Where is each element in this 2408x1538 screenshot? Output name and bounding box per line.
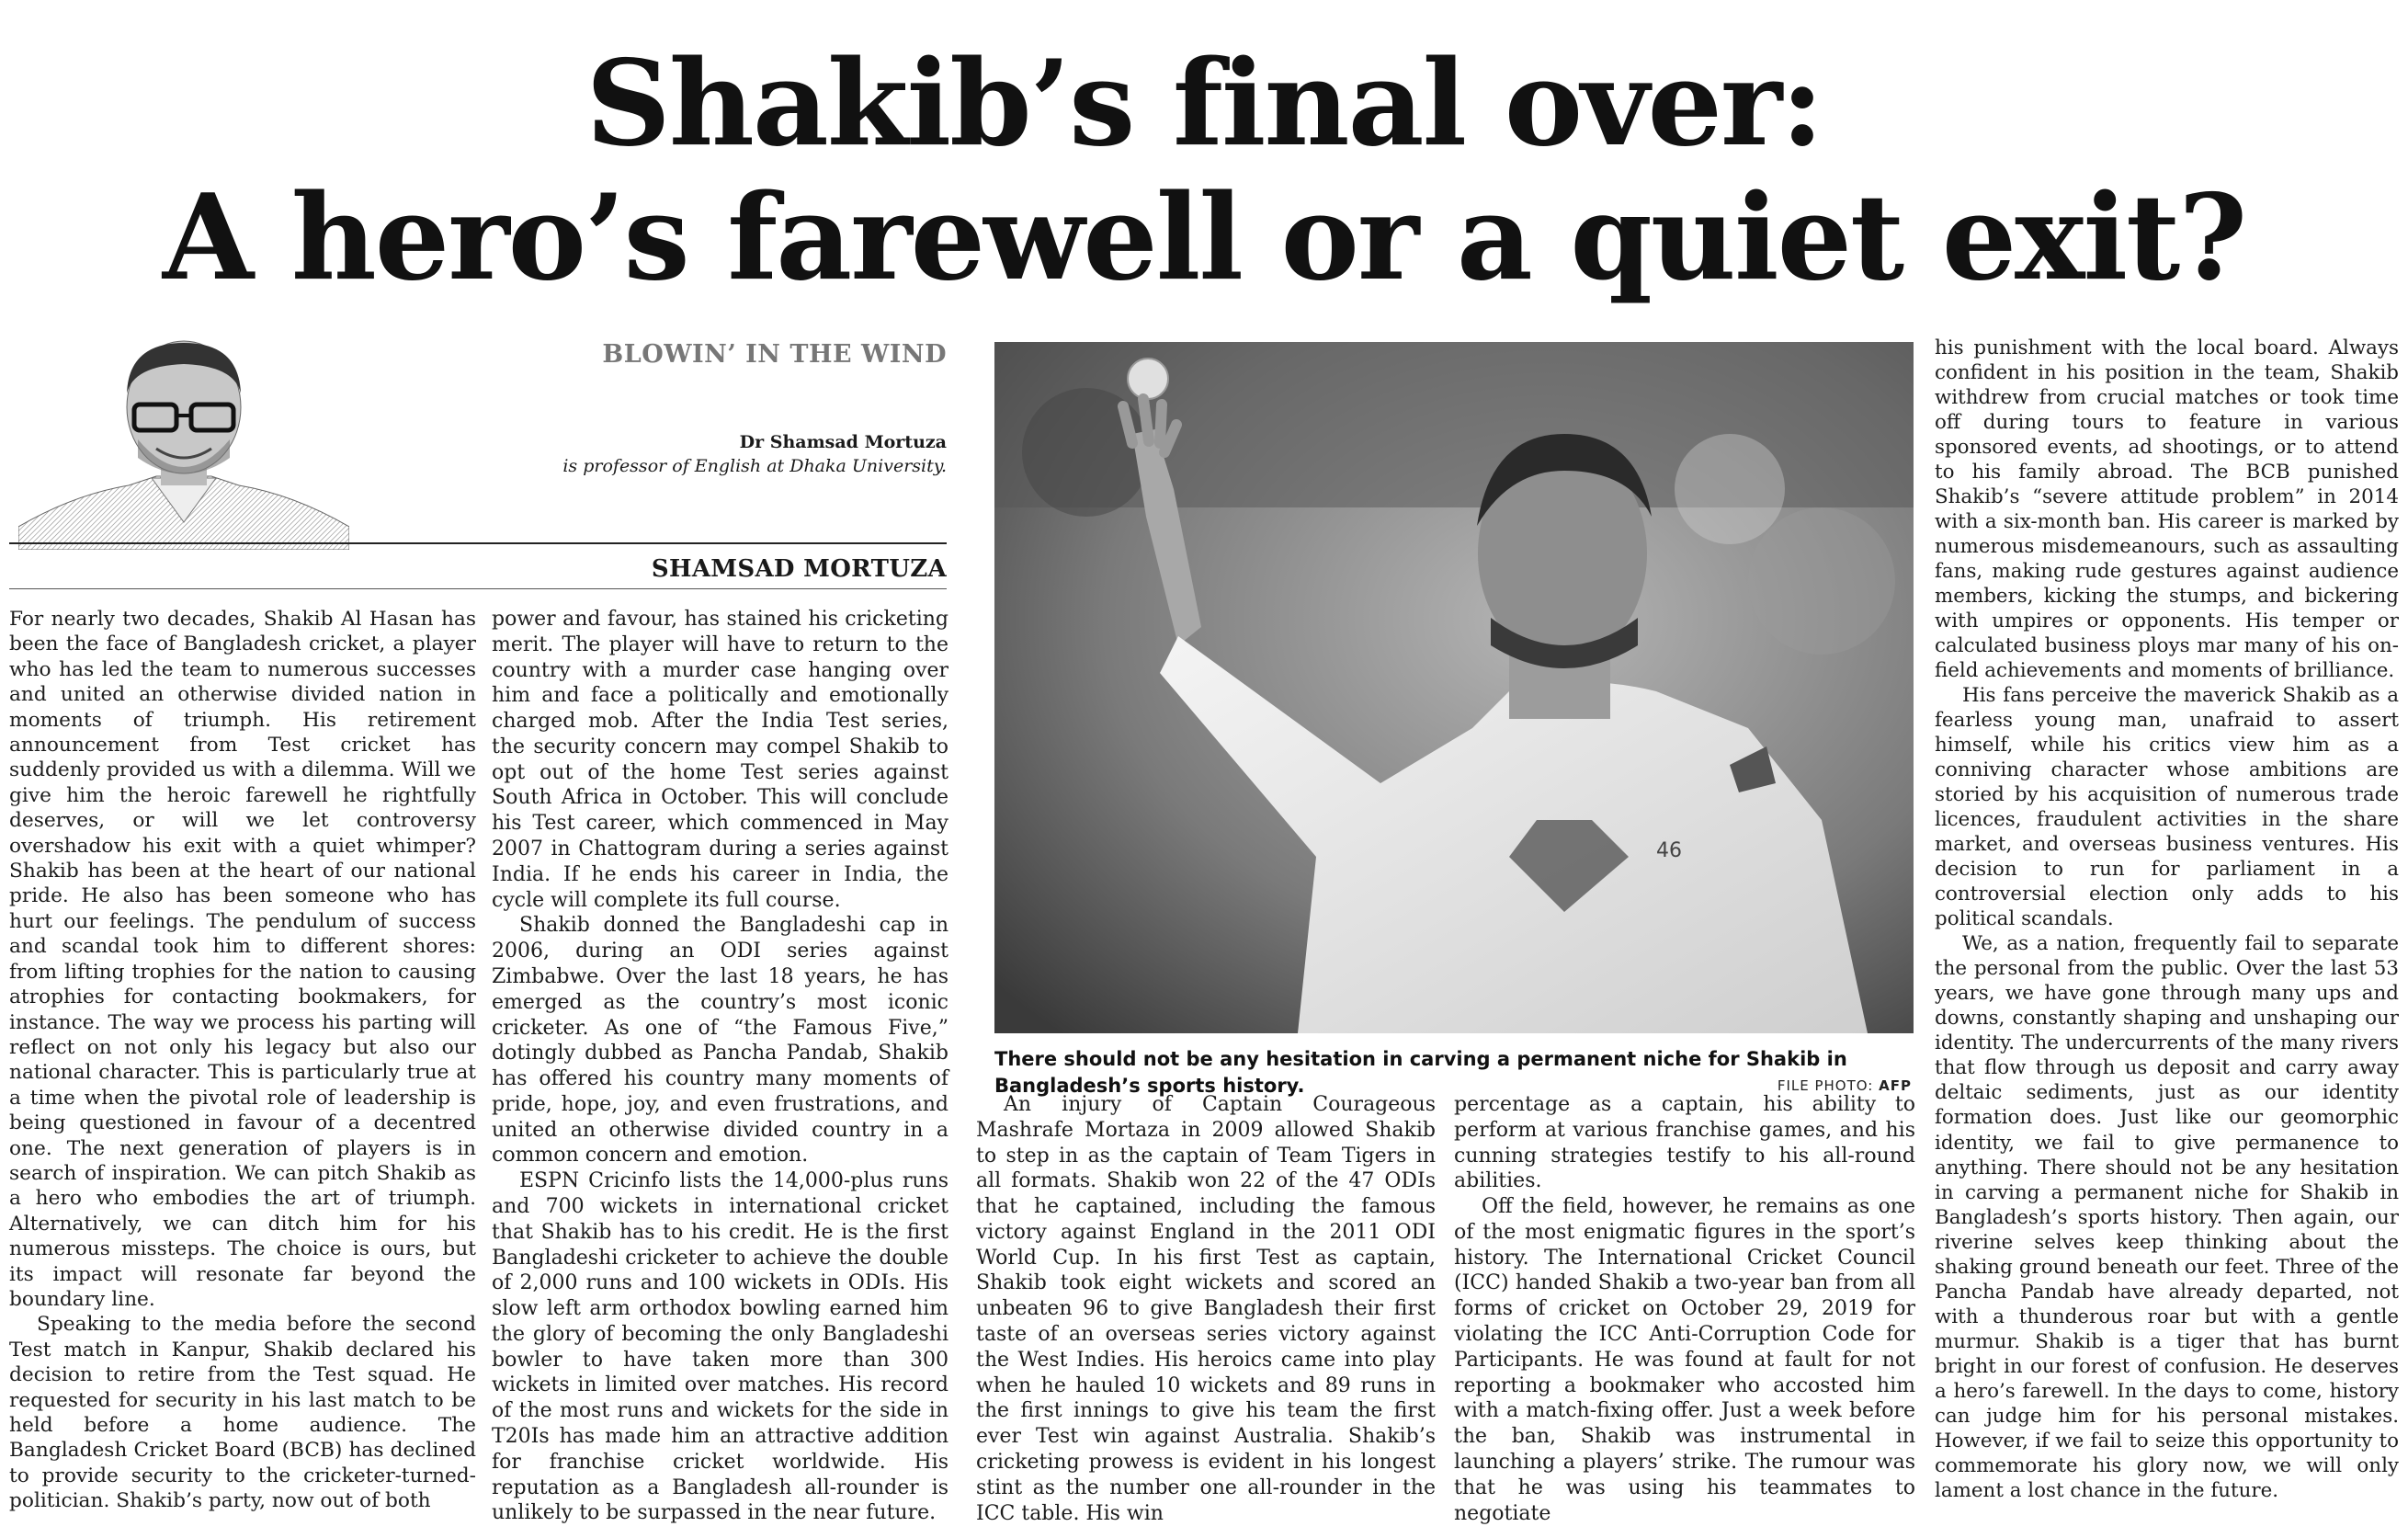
photo-caption: There should not be any hesitation in carving a permanent niche for Shakib in Bangladesh’s sports history. xyxy=(994,1048,1847,1097)
paragraph: For nearly two decades, Shakib Al Hasan has been the face of Bangladesh cricket, a player who has led the team to numerous successes and united an otherwise divided nation in moments of triumph. His retirement announcement from Test cricket has suddenly provided us with a dilemma. Will we give him the heroic farewell he rightfully deserves, or will we let controversy overshadow his exit with a quiet whimper? Shakib has been at the heart of our national pride. He also has been someone who has hurt our feelings. The pendulum of success and scandal took him to different shores: from lifting trophies for the nation to causing atrophies for contacting bookmakers, for instance. The way we process his parting will reflect on not only his legacy but also our national character. This is particularly true at a time when the pivotal role of leadership is being questioned in favour of a decentred one. The next generation of players is in search of inspiration. We can pitch Shakib as a hero who embodies the art of triumph. Alternatively, we can ditch him for his numerous missteps. The choice is ours, but its impact will resonate far beyond the boundary line. xyxy=(9,608,476,1311)
paragraph: Shakib donned the Bangladeshi cap in 2006, during an ODI series against Zimbabwe. Over the last 18 years, he has emerged as the country’s most iconic cricketer. As one of “the Famous Five,” dotingly dubbed as Pancha Pandab, Shakib has offered his country many moments of pride, hope, joy, and even frustrations, and united an otherwise divided country in a common concern and emotion. xyxy=(492,914,948,1168)
author-portrait xyxy=(18,338,349,550)
paragraph: Speaking to the media before the second Test match in Kanpur, Shakib declared his decision to retire from the Test squad. He requested for security in his last match to be held before a home audience. The Bangladesh Cricket Board (BCB) has declined to provide security to the cricketer-turned-politician. Shakib’s party, now out of both xyxy=(9,1313,476,1513)
article-photo xyxy=(994,342,1914,1033)
headline-line-2: A hero’s farewell or a quiet exit? xyxy=(162,169,2246,307)
headline xyxy=(0,37,2408,305)
paragraph: power and favour, has stained his cricketing merit. The player will have to return to the country with a murder case hanging over him and face a politically and emotionally charged mob. After the India Test series, the security concern may compel Shakib to opt out of the home Test series against South Africa in October. This will conclude his Test career, which commenced in May 2007 in Chattogram during a series against India. If he ends his career in India, the cycle will complete its full course. xyxy=(492,608,948,912)
article-column-3 xyxy=(976,1092,1436,1526)
paragraph: his punishment with the local board. Always confident in his position in the team, Shakib withdrew from crucial matches or took time off during tours to feature in various sponsored events, ad shootings, or to attend to his family abroad. The BCB punished Shakib’s “severe attitude problem” in 2014 with a six-month ban. His career is marked by numerous misdemeanours, such as assaulting fans, making rude gestures against audience members, kicking the stumps, and bickering with umpires or opponents. His temper or calculated business ploys mar many of his on-field achievements and moments of brilliance. xyxy=(1935,336,2399,683)
paragraph: percentage as a captain, his ability to perform at various franchise games, and his cunning strategies testify to his all-round abilities. xyxy=(1454,1093,1915,1193)
column-label: BLOWIN’ IN THE WIND xyxy=(602,340,947,369)
author-name: Dr Shamsad Mortuza xyxy=(739,432,947,452)
paragraph: His fans perceive the maverick Shakib as a fearless young man, unafraid to assert himself, while his critics view him as a conniving character whose ambitions are storied by his acquisition of numerous trade licences, fraudulent activities in the share market, and overseas business ventures. His decision to run for parliament in a controversial election only adds to his political scandals. xyxy=(1935,684,2399,931)
article-column-2 xyxy=(492,607,948,1526)
byline: SHAMSAD MORTUZA xyxy=(651,555,947,583)
divider xyxy=(9,542,947,544)
svg-text:46: 46 xyxy=(1656,839,1682,862)
photo-credit-label: FILE PHOTO: xyxy=(1777,1077,1874,1094)
paragraph: Off the field, however, he remains as one of the most enigmatic figures in the sport’s history. The International Cricket Council (ICC) handed Shakib a two-year ban from all forms of cricket on October 29, 2019 for violating the ICC Anti-Corruption Code for Participants. He was found at fault for not reporting a bookmaker who accosted him with a match-fixing offer. Just a week before the ban, Shakib was instrumental in launching a players’ strike. The rumour was that he was using his teammates to negotiate xyxy=(1454,1195,1915,1525)
divider xyxy=(9,588,947,589)
article-column-5 xyxy=(1935,336,2399,1503)
article-column-4 xyxy=(1454,1092,1915,1526)
article-column-1 xyxy=(9,607,476,1514)
author-title: is professor of English at Dhaka University. xyxy=(562,456,947,476)
photo-credit-source: AFP xyxy=(1879,1077,1912,1094)
headline-line-1: Shakib’s final over: xyxy=(585,35,1823,173)
paragraph: An injury of Captain Courageous Mashrafe Mortaza in 2009 allowed Shakib to step in as the captain of Team Tigers in all formats. Shakib won 22 of the 47 ODIs that he captained, including the famous victory against England in the 2011 ODI World Cup. In his first Test as captain, Shakib took eight wickets and scored an unbeaten 96 to give Bangladesh their first taste of an overseas series victory against the West Indies. His heroics came into play when he hauled 10 wickets and 89 runs in the first innings to give his team the first ever Test win against Australia. Shakib’s cricketing prowess is evident in his longest stint as the number one all-rounder in the ICC table. His win xyxy=(976,1093,1436,1525)
paragraph: We, as a nation, frequently fail to separate the personal from the public. Over the last 53 years, we have gone through many ups and downs, constantly shaping and unshaping our identity. The undercurrents of the many rivers that flow through us deposit and carry away deltaic sediments, just as our identity formation does. Just like our geomorphic identity, we fail to give permanence to anything. There should not be any hesitation in carving a permanent niche for Shakib in Bangladesh’s sports history. Then again, our riverine selves keep thinking about the shaking ground beneath our feet. Three of the Pancha Pandab have already departed, not with a thunderous roar but with a gentle murmur. Shakib is a tiger that has burnt bright in our forest of confusion. He deserves a hero’s farewell. In the days to come, history can judge him for his personal mistakes. However, if we fail to seize this opportunity to commemorate his glory now, we will only lament a lost chance in the future. xyxy=(1935,932,2399,1502)
paragraph: ESPN Cricinfo lists the 14,000-plus runs and 700 wickets in international cricket that Shakib has to his credit. He is the first Bangladeshi cricketer to achieve the double of 2,000 runs and 100 wickets in ODIs. His slow left arm orthodox bowling earned him the glory of becoming the only Bangladeshi bowler to have taken more than 300 wickets in limited over matches. His record of the most runs and wickets for the side in T20Is has made him an attractive addition for franchise cricket worldwide. His reputation as a Bangladesh all-rounder is unlikely to be surpassed in the near future. xyxy=(492,1169,948,1525)
